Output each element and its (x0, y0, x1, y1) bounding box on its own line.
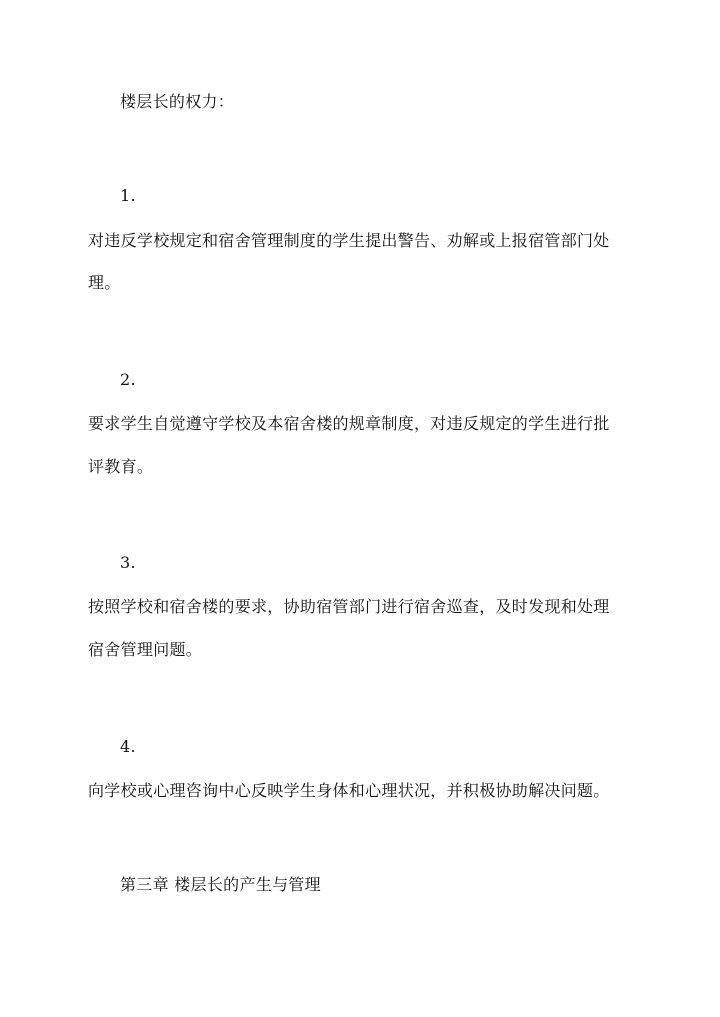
item-number-1: 1. (120, 186, 136, 205)
item-2-line-1: 要求学生自觉遵守学校及本宿舍楼的规章制度，对违反规定的学生进行批 (88, 414, 610, 433)
item-4-line-1: 向学校或心理咨询中心反映学生身体和心理状况，并积极协助解决问题。 (88, 781, 610, 800)
item-number-2: 2. (120, 370, 136, 389)
item-2-line-2: 评教育。 (88, 457, 154, 476)
chapter-heading: 第三章 楼层长的产生与管理 (120, 875, 321, 894)
item-number-3: 3. (120, 553, 136, 572)
item-number-4: 4. (120, 737, 136, 756)
section-heading: 楼层长的权力： (120, 92, 235, 111)
item-3-line-2: 宿舍管理问题。 (88, 640, 203, 659)
item-1-line-1: 对违反学校规定和宿舍管理制度的学生提出警告、劝解或上报宿管部门处 (88, 231, 610, 250)
item-3-line-1: 按照学校和宿舍楼的要求，协助宿管部门进行宿舍巡查，及时发现和处理 (88, 597, 610, 616)
item-1-line-2: 理。 (88, 273, 121, 292)
